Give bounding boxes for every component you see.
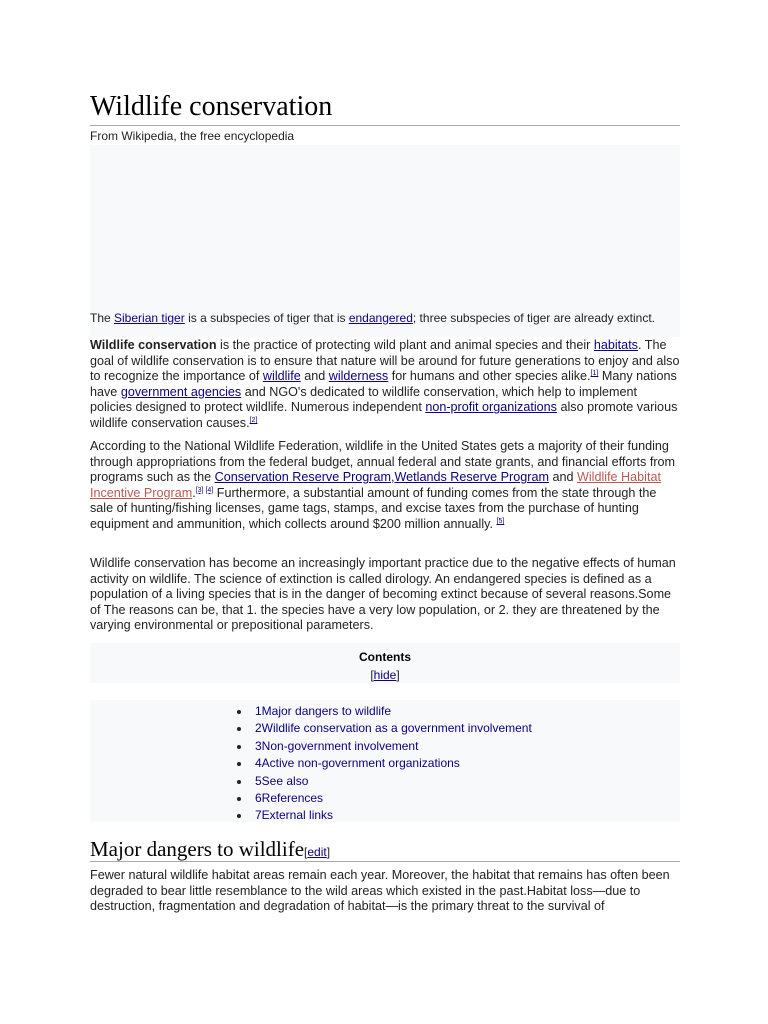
bracket: ] [396,668,400,682]
toc-item[interactable]: 6References [237,790,532,807]
edit-section-link[interactable]: edit [307,845,327,859]
toc-item[interactable]: 1Major dangers to wildlife [237,703,532,720]
toc-item[interactable]: 4Active non-government organizations [237,755,532,772]
bracket: ] [326,845,331,859]
paragraph-text: . The goal of wildlife conservation is to ensure that nature will be around for future generations to enjoy and also to recognize the importance of [90,338,680,384]
caption-text: The [90,311,115,325]
paragraph-text: Furthermore, a substantial amount of funding comes from the state through the sale of hunting/fishing licenses, game tags, stamps, and excise taxes from the purchase of hunting equipment and ammunition, which collects around $200 million annually. [90,485,657,531]
link-conservation-reserve[interactable]: Conservation Reserve Program [214,470,391,485]
reference-3[interactable]: [3] [195,486,204,494]
link-wilderness[interactable]: wilderness [328,369,389,384]
paragraph-text: and [548,470,577,485]
toc-item[interactable]: 3Non-government involvement [237,738,532,755]
toc-hide-link[interactable]: hide [373,668,397,682]
link-wildlife-habitat-incentive[interactable]: Wildlife Habitat Incentive Program [90,470,661,500]
paragraph-text: According to the National Wildlife Federation, wildlife in the United States gets a majority of their funding through appropriations from the federal budget, annual federal and state grants, and financial efforts from programs such as the [90,439,676,485]
edit-section [304,845,330,859]
section-heading-text: Major dangers to wildlife [90,837,305,861]
toc-item[interactable]: 7External links [237,807,532,824]
page-title: Wildlife conservation [90,91,333,122]
paragraph-text: , [391,470,395,485]
caption-text: ; three subspecies of tiger are already extinct. [412,311,656,325]
reference-2[interactable]: [2] [249,416,258,424]
toc-item[interactable]: 5See also [237,773,532,790]
link-government-agencies[interactable]: government agencies [120,384,242,399]
image-caption [90,310,680,326]
paragraph-text: for humans and other species alike. [388,369,591,384]
title-divider [90,125,680,126]
site-tagline: From Wikipedia, the free encyclopedia [90,129,295,143]
lead-image [90,145,680,337]
toc-title: Contents [359,650,411,664]
paragraph-text: . [192,485,196,500]
bold-term: Wildlife conservation [90,338,217,352]
paragraph-text: and [300,369,329,384]
link-endangered[interactable]: endangered [348,311,413,325]
toc-hide-toggle [90,668,680,683]
reference-5[interactable]: [5] [496,517,505,525]
funding-paragraph [90,439,680,533]
link-non-profit[interactable]: non-profit organizations [425,400,557,415]
paragraph-text: and NGO's dedicated to wildlife conservation, which help to implement policies designed to protect wildlife. Numerous independent [90,384,638,415]
link-wetlands-reserve[interactable]: Wetlands Reserve Program [394,470,549,485]
link-habitats[interactable]: habitats [593,338,638,352]
paragraph-text: also promote various wildlife conservation causes. [90,400,678,430]
link-siberian-tiger[interactable]: Siberian tiger [114,311,185,325]
toc-list [237,703,532,825]
bracket: [ [304,845,308,859]
caption-text: is a subspecies of tiger that is [184,311,349,325]
reference-4[interactable]: [4] [205,486,214,494]
section-divider [90,861,680,862]
link-wildlife[interactable]: wildlife [262,369,301,384]
paragraph-text: Many nations have [90,369,677,399]
bracket: [ [370,668,374,682]
toc-item[interactable]: 2Wildlife conservation as a government involvement [237,720,532,737]
extinction-paragraph: Wildlife conservation has become an increasingly important practice due to the negative effects of human activity on wildlife. The science of extinction is called dirology. An endangered species is defined as a population of a living species that is in the danger of becoming extinct because of several reasons.Some of The reasons can be, that 1. the species have a very low population, or 2. they are threatened by the varying environmental or prepositional parameters. [90,556,676,633]
paragraph-text: is the practice of protecting wild plant and animal species and their [216,338,594,352]
reference-1[interactable]: [1] [590,370,599,377]
intro-paragraph [90,338,680,432]
dangers-paragraph: Fewer natural wildlife habitat areas remain each year. Moreover, the habitat that remains has often been degraded to bear little resemblance to the wild areas which existed in the past.Habitat loss—due to destruction, fragmentation and degradation of habitat—is the primary threat to the survival of [90,868,670,914]
